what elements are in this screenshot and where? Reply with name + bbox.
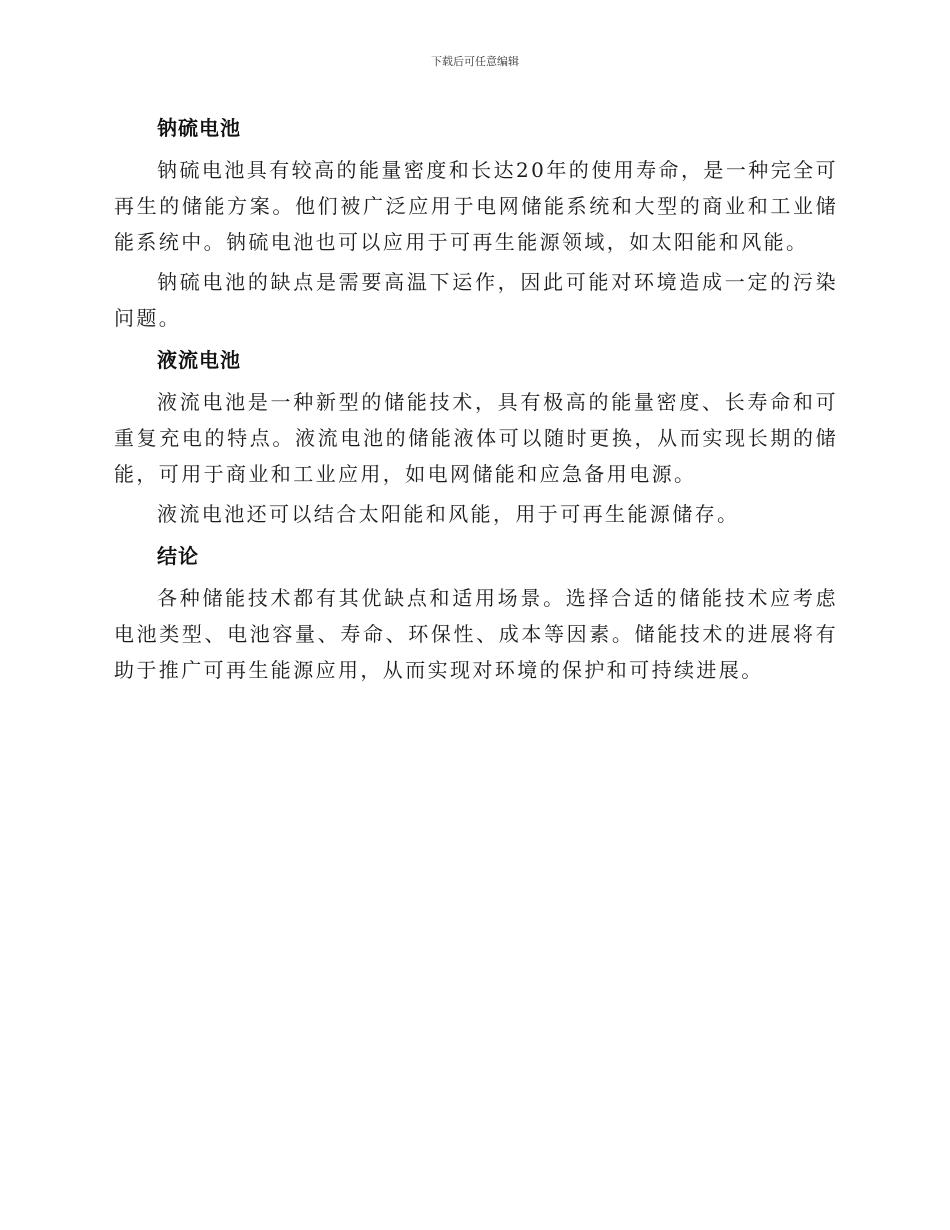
paragraph: 液流电池是一种新型的储能技术，具有极高的能量密度、长寿命和可重复充电的特点。液流电池的储能液体可以随时更换，从而实现长期的储能，可用于商业和工业应用，如电网储能和应急备用电源。 bbox=[114, 390, 838, 486]
page-header-note: 下载后可任意编辑 bbox=[431, 55, 519, 68]
section-heading: 钠硫电池 bbox=[157, 116, 241, 140]
section-conclusion bbox=[114, 536, 838, 688]
section-heading: 结论 bbox=[157, 544, 199, 568]
paragraph: 各种储能技术都有其优缺点和适用场景。选择合适的储能技术应考虑电池类型、电池容量、寿命、环保性、成本等因素。储能技术的进展将有助于推广可再生能源应用，从而实现对环境的保护和可持续进展。 bbox=[114, 586, 838, 682]
paragraph: 钠硫电池的缺点是需要高温下运作，因此可能对环境造成一定的污染问题。 bbox=[114, 270, 838, 330]
paragraph: 钠硫电池具有较高的能量密度和长达20年的使用寿命，是一种完全可再生的储能方案。他们被广泛应用于电网储能系统和大型的商业和工业储能系统中。钠硫电池也可以应用于可再生能源领域，如太阳能和风能。 bbox=[114, 158, 838, 254]
document-body bbox=[114, 108, 838, 692]
paragraph: 液流电池还可以结合太阳能和风能，用于可再生能源储存。 bbox=[157, 502, 740, 526]
section-heading: 液流电池 bbox=[157, 348, 241, 372]
section-flow-battery bbox=[114, 340, 838, 532]
section-sodium-sulfur-battery bbox=[114, 108, 838, 336]
